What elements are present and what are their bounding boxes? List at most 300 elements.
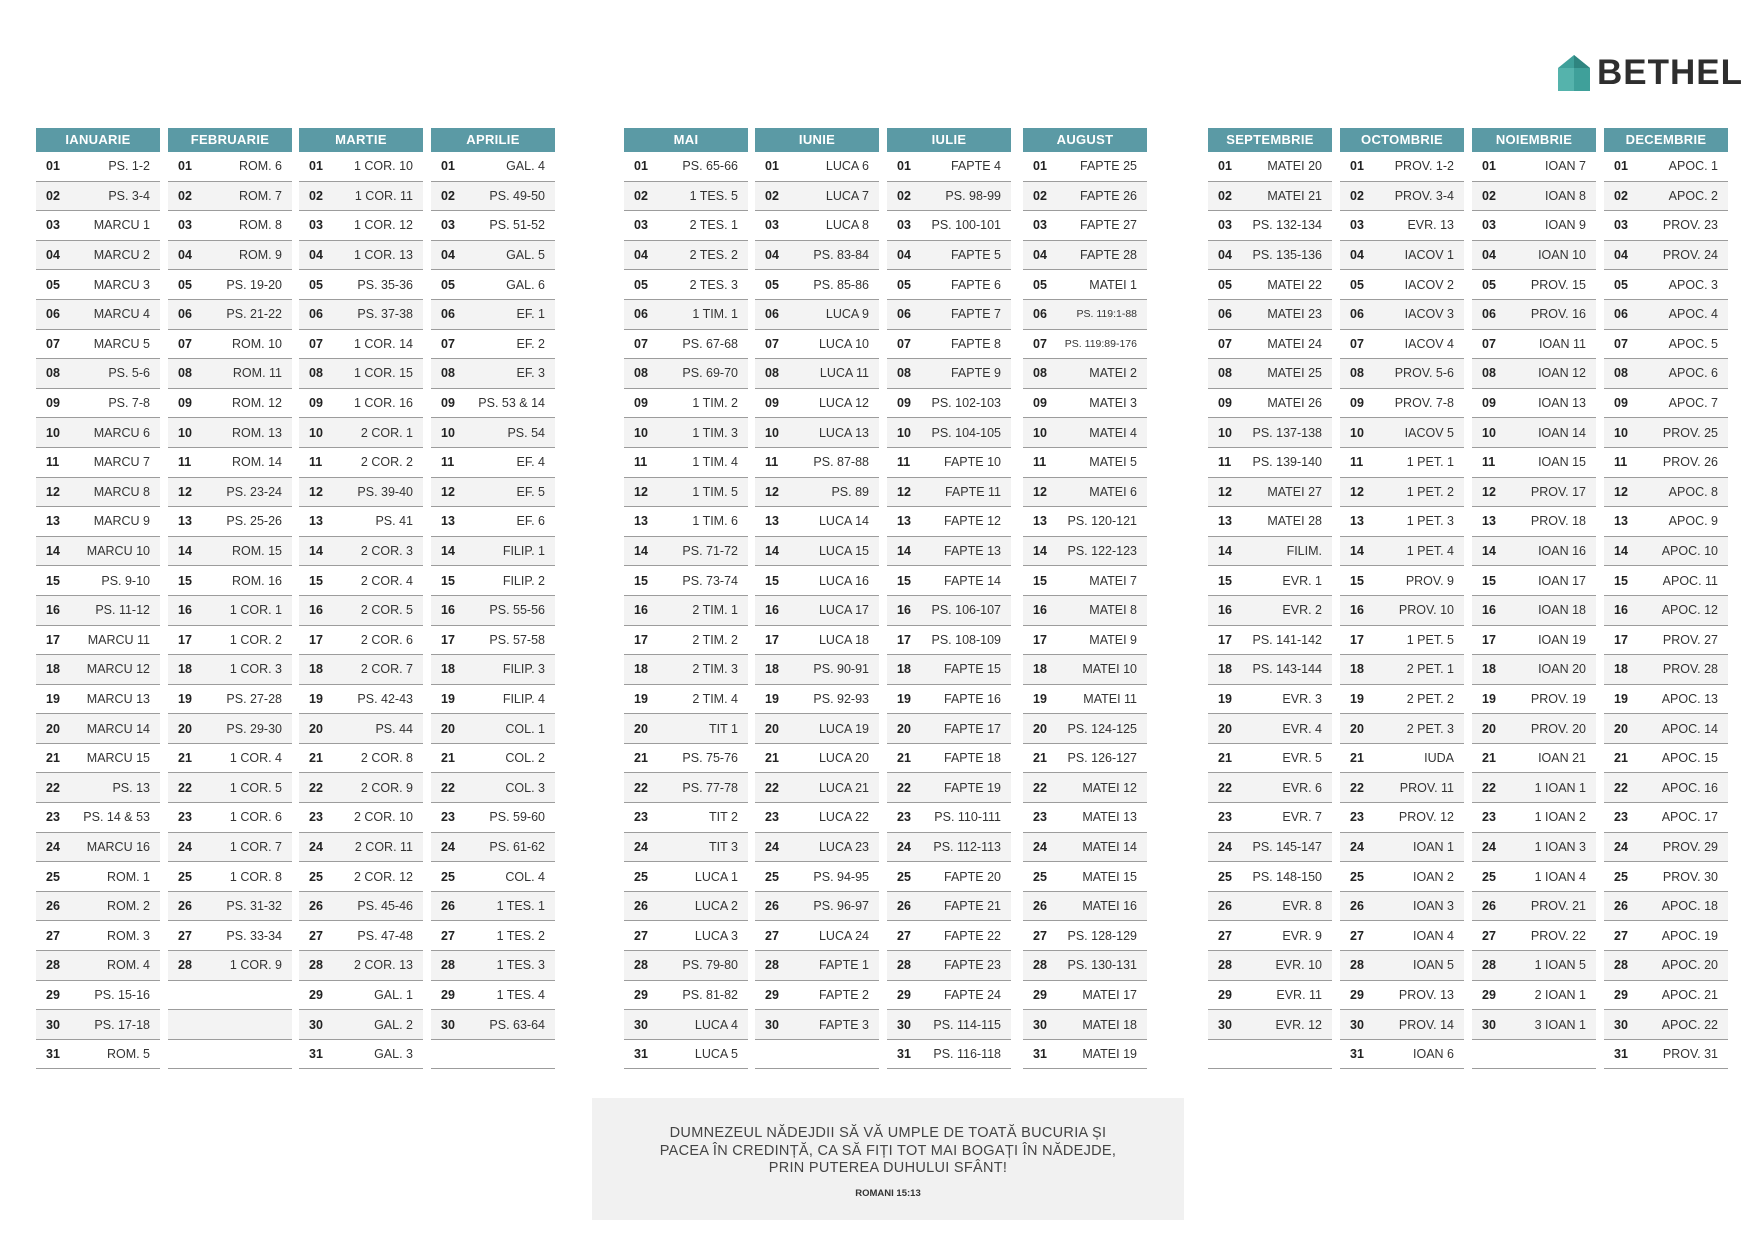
reading-reference: MATEI 7 bbox=[1089, 573, 1137, 588]
day-number: 15 bbox=[1614, 573, 1628, 588]
day-row bbox=[1340, 182, 1464, 212]
reading-reference: 1 COR. 3 bbox=[229, 662, 282, 677]
day-number: 03 bbox=[441, 218, 455, 233]
day-row bbox=[1472, 685, 1596, 715]
day-number: 05 bbox=[1482, 277, 1496, 292]
day-row bbox=[1340, 270, 1464, 300]
reading-reference: 2 COR. 12 bbox=[353, 869, 413, 884]
reading-reference: FAPTE 19 bbox=[944, 780, 1001, 795]
day-number: 27 bbox=[1614, 928, 1628, 943]
day-number: 05 bbox=[178, 277, 192, 292]
day-row bbox=[299, 182, 423, 212]
day-number: 13 bbox=[1033, 514, 1047, 529]
day-number: 04 bbox=[634, 248, 648, 263]
verse-box bbox=[592, 1098, 1184, 1220]
reading-reference: MARCU 10 bbox=[86, 544, 150, 559]
day-number: 13 bbox=[765, 514, 779, 529]
day-row bbox=[755, 448, 879, 478]
reading-reference: 2 COR. 10 bbox=[353, 810, 413, 825]
reading-reference: PS. 51-52 bbox=[489, 218, 545, 233]
day-row bbox=[36, 744, 160, 774]
day-row bbox=[431, 655, 555, 685]
reading-reference: PS. 27-28 bbox=[226, 691, 282, 706]
day-row bbox=[36, 596, 160, 626]
day-row bbox=[1023, 359, 1147, 389]
day-row bbox=[1604, 507, 1728, 537]
day-number: 30 bbox=[441, 1017, 455, 1032]
day-number: 21 bbox=[441, 751, 455, 766]
reading-reference: APOC. 21 bbox=[1661, 987, 1718, 1002]
day-row bbox=[36, 1040, 160, 1070]
day-number: 11 bbox=[46, 455, 60, 470]
reading-reference: MATEI 20 bbox=[1267, 159, 1322, 174]
reading-reference: ROM. 2 bbox=[106, 899, 150, 914]
reading-reference: PS. 31-32 bbox=[226, 899, 282, 914]
reading-reference: MATEI 11 bbox=[1083, 691, 1137, 706]
empty-day-row bbox=[431, 1040, 555, 1070]
day-row bbox=[887, 981, 1011, 1011]
day-number: 08 bbox=[309, 366, 323, 381]
day-row bbox=[1604, 685, 1728, 715]
reading-reference: PS. 141-142 bbox=[1252, 632, 1322, 647]
day-row bbox=[168, 596, 292, 626]
day-row bbox=[887, 389, 1011, 419]
reading-reference: MARCU 4 bbox=[93, 307, 150, 322]
day-number: 17 bbox=[634, 632, 648, 647]
day-row bbox=[299, 330, 423, 360]
reading-reference: APOC. 6 bbox=[1668, 366, 1718, 381]
day-number: 23 bbox=[1614, 810, 1628, 825]
day-number: 20 bbox=[46, 721, 60, 736]
day-number: 20 bbox=[178, 721, 192, 736]
reading-reference: PROV. 15 bbox=[1530, 277, 1586, 292]
day-number: 20 bbox=[897, 721, 911, 736]
reading-reference: IOAN 21 bbox=[1538, 751, 1586, 766]
reading-reference: IOAN 17 bbox=[1538, 573, 1586, 588]
day-number: 07 bbox=[46, 336, 60, 351]
day-number: 01 bbox=[1218, 159, 1232, 174]
day-row bbox=[299, 507, 423, 537]
reading-reference: PS. 106-107 bbox=[931, 603, 1001, 618]
day-number: 23 bbox=[634, 810, 648, 825]
reading-reference: PS. 41 bbox=[375, 514, 413, 529]
day-row bbox=[1604, 951, 1728, 981]
reading-reference: LUCA 16 bbox=[818, 573, 869, 588]
day-number: 03 bbox=[1350, 218, 1364, 233]
day-number: 08 bbox=[1614, 366, 1628, 381]
day-number: 14 bbox=[634, 544, 648, 559]
reading-reference: PS. 126-127 bbox=[1067, 751, 1137, 766]
day-row bbox=[431, 211, 555, 241]
day-row bbox=[1208, 655, 1332, 685]
day-row bbox=[887, 744, 1011, 774]
reading-reference: PS. 89 bbox=[831, 484, 869, 499]
day-number: 30 bbox=[1218, 1017, 1232, 1032]
reading-reference: FAPTE 15 bbox=[944, 662, 1001, 677]
day-row bbox=[1604, 803, 1728, 833]
day-row bbox=[431, 182, 555, 212]
day-number: 14 bbox=[1482, 544, 1496, 559]
day-number: 02 bbox=[46, 188, 60, 203]
day-row bbox=[1023, 1040, 1147, 1070]
day-row bbox=[1604, 566, 1728, 596]
day-row bbox=[1340, 389, 1464, 419]
reading-reference: PS. 17-18 bbox=[94, 1017, 150, 1032]
reading-reference: MATEI 23 bbox=[1267, 307, 1322, 322]
day-row bbox=[624, 981, 748, 1011]
day-row bbox=[36, 330, 160, 360]
day-row bbox=[36, 182, 160, 212]
day-row bbox=[36, 507, 160, 537]
reading-reference: PS. 73-74 bbox=[682, 573, 738, 588]
day-row bbox=[1472, 773, 1596, 803]
day-number: 22 bbox=[765, 780, 779, 795]
day-row bbox=[1472, 1010, 1596, 1040]
day-row bbox=[36, 862, 160, 892]
day-row bbox=[887, 951, 1011, 981]
empty-day-row bbox=[168, 981, 292, 1011]
day-row bbox=[1208, 566, 1332, 596]
day-number: 28 bbox=[765, 958, 779, 973]
reading-reference: PROV. 1-2 bbox=[1394, 159, 1454, 174]
reading-reference: 1 PET. 5 bbox=[1406, 632, 1454, 647]
reading-reference: 1 PET. 4 bbox=[1406, 544, 1454, 559]
reading-reference: PROV. 22 bbox=[1530, 928, 1586, 943]
day-row bbox=[1340, 744, 1464, 774]
day-number: 18 bbox=[1350, 662, 1364, 677]
day-row bbox=[1604, 1040, 1728, 1070]
empty-day-row bbox=[1208, 1040, 1332, 1070]
reading-reference: PROV. 20 bbox=[1530, 721, 1586, 736]
day-number: 19 bbox=[1482, 691, 1496, 706]
reading-reference: FAPTE 25 bbox=[1080, 159, 1137, 174]
day-number: 12 bbox=[46, 484, 60, 499]
reading-reference: APOC. 11 bbox=[1662, 573, 1718, 588]
day-number: 10 bbox=[1614, 425, 1628, 440]
day-row bbox=[36, 241, 160, 271]
reading-reference: 1 TES. 4 bbox=[496, 987, 545, 1002]
day-number: 26 bbox=[1350, 899, 1364, 914]
reading-reference: ROM. 8 bbox=[238, 218, 282, 233]
reading-reference: 1 COR. 10 bbox=[353, 159, 413, 174]
day-number: 05 bbox=[46, 277, 60, 292]
day-row bbox=[1208, 241, 1332, 271]
day-row bbox=[431, 921, 555, 951]
day-row bbox=[1340, 330, 1464, 360]
reading-reference: PS. 63-64 bbox=[489, 1017, 545, 1032]
day-number: 17 bbox=[1482, 632, 1496, 647]
day-row bbox=[299, 685, 423, 715]
day-row bbox=[1472, 655, 1596, 685]
day-row bbox=[299, 833, 423, 863]
reading-reference: FAPTE 7 bbox=[950, 307, 1001, 322]
reading-reference: PS. 11-12 bbox=[95, 603, 150, 618]
day-row bbox=[36, 389, 160, 419]
day-row bbox=[1604, 330, 1728, 360]
day-number: 06 bbox=[1350, 307, 1364, 322]
day-row bbox=[299, 655, 423, 685]
day-row bbox=[36, 626, 160, 656]
day-row bbox=[1340, 1040, 1464, 1070]
day-number: 22 bbox=[46, 780, 60, 795]
day-row bbox=[168, 478, 292, 508]
day-number: 01 bbox=[178, 159, 192, 174]
reading-reference: 1 COR. 5 bbox=[229, 780, 282, 795]
day-number: 30 bbox=[634, 1017, 648, 1032]
empty-day-row bbox=[168, 1040, 292, 1070]
day-number: 19 bbox=[309, 691, 323, 706]
reading-reference: GAL. 5 bbox=[506, 248, 545, 263]
day-number: 03 bbox=[634, 218, 648, 233]
day-row bbox=[1472, 981, 1596, 1011]
day-number: 30 bbox=[765, 1017, 779, 1032]
reading-reference: 2 PET. 3 bbox=[1406, 721, 1454, 736]
month-februarie bbox=[168, 128, 292, 1069]
day-row bbox=[299, 566, 423, 596]
day-number: 25 bbox=[1350, 869, 1364, 884]
day-row bbox=[1472, 626, 1596, 656]
day-number: 15 bbox=[634, 573, 648, 588]
day-number: 17 bbox=[897, 632, 911, 647]
day-row bbox=[887, 537, 1011, 567]
reading-reference: PS. 71-72 bbox=[682, 544, 738, 559]
reading-reference: PS. 13 bbox=[112, 780, 150, 795]
day-number: 09 bbox=[309, 396, 323, 411]
day-row bbox=[1208, 537, 1332, 567]
reading-reference: LUCA 12 bbox=[818, 396, 869, 411]
day-number: 20 bbox=[1350, 721, 1364, 736]
day-row bbox=[431, 270, 555, 300]
day-number: 26 bbox=[1033, 899, 1047, 914]
reading-reference: PS. 75-76 bbox=[682, 751, 738, 766]
day-row bbox=[36, 359, 160, 389]
reading-reference: MARCU 16 bbox=[86, 839, 150, 854]
day-row bbox=[431, 241, 555, 271]
day-row bbox=[1604, 833, 1728, 863]
empty-day-row bbox=[168, 1010, 292, 1040]
reading-reference: 1 COR. 12 bbox=[353, 218, 413, 233]
day-number: 20 bbox=[441, 721, 455, 736]
day-row bbox=[1208, 773, 1332, 803]
reading-reference: PS. 35-36 bbox=[357, 277, 413, 292]
reading-reference: MATEI 16 bbox=[1082, 899, 1137, 914]
reading-reference: PROV. 14 bbox=[1398, 1017, 1454, 1032]
day-number: 25 bbox=[897, 869, 911, 884]
day-number: 13 bbox=[1482, 514, 1496, 529]
reading-reference: PS. 33-34 bbox=[226, 928, 282, 943]
reading-reference: PS. 137-138 bbox=[1252, 425, 1322, 440]
reading-reference: PS. 139-140 bbox=[1252, 455, 1322, 470]
day-row bbox=[1023, 921, 1147, 951]
day-number: 29 bbox=[634, 987, 648, 1002]
day-row bbox=[1604, 862, 1728, 892]
day-number: 17 bbox=[765, 632, 779, 647]
reading-reference: MARCU 5 bbox=[93, 336, 150, 351]
reading-reference: PS. 114-115 bbox=[933, 1017, 1001, 1032]
day-row bbox=[1604, 1010, 1728, 1040]
month-header: MARTIE bbox=[299, 128, 423, 152]
reading-reference: ROM. 3 bbox=[106, 928, 150, 943]
reading-reference: MATEI 4 bbox=[1089, 425, 1137, 440]
day-row bbox=[1604, 892, 1728, 922]
reading-reference: LUCA 20 bbox=[818, 751, 869, 766]
day-number: 04 bbox=[1350, 248, 1364, 263]
reading-reference: PROV. 11 bbox=[1399, 780, 1454, 795]
day-row bbox=[1604, 478, 1728, 508]
day-row bbox=[1472, 921, 1596, 951]
reading-reference: IOAN 10 bbox=[1538, 248, 1586, 263]
day-number: 06 bbox=[897, 307, 911, 322]
day-row bbox=[755, 211, 879, 241]
day-number: 11 bbox=[309, 455, 323, 470]
day-number: 11 bbox=[634, 455, 648, 470]
day-number: 24 bbox=[441, 839, 455, 854]
day-number: 04 bbox=[441, 248, 455, 263]
day-number: 26 bbox=[46, 899, 60, 914]
reading-reference: APOC. 5 bbox=[1668, 336, 1718, 351]
day-number: 30 bbox=[897, 1017, 911, 1032]
day-number: 11 bbox=[1350, 455, 1364, 470]
day-number: 06 bbox=[178, 307, 192, 322]
day-number: 05 bbox=[897, 277, 911, 292]
reading-reference: FAPTE 27 bbox=[1080, 218, 1137, 233]
reading-reference: APOC. 20 bbox=[1661, 958, 1718, 973]
month-septembrie bbox=[1208, 128, 1332, 1069]
reading-reference: APOC. 9 bbox=[1668, 514, 1718, 529]
day-row bbox=[755, 1010, 879, 1040]
day-number: 05 bbox=[1218, 277, 1232, 292]
reading-reference: LUCA 10 bbox=[818, 336, 869, 351]
day-row bbox=[36, 803, 160, 833]
day-row bbox=[1208, 685, 1332, 715]
day-row bbox=[1023, 152, 1147, 182]
reading-reference: 2 COR. 8 bbox=[360, 751, 413, 766]
day-number: 11 bbox=[1614, 455, 1628, 470]
day-row bbox=[887, 359, 1011, 389]
day-row bbox=[36, 921, 160, 951]
reading-reference: IOAN 20 bbox=[1538, 662, 1586, 677]
day-number: 23 bbox=[46, 810, 60, 825]
day-number: 04 bbox=[1482, 248, 1496, 263]
month-header: FEBRUARIE bbox=[168, 128, 292, 152]
day-row bbox=[168, 744, 292, 774]
reading-reference: 2 PET. 2 bbox=[1406, 691, 1454, 706]
day-row bbox=[755, 714, 879, 744]
reading-reference: PROV. 10 bbox=[1398, 603, 1454, 618]
day-row bbox=[1208, 389, 1332, 419]
day-number: 23 bbox=[1482, 810, 1496, 825]
day-row bbox=[299, 152, 423, 182]
day-number: 12 bbox=[1350, 484, 1364, 499]
reading-reference: LUCA 7 bbox=[825, 188, 869, 203]
day-number: 11 bbox=[897, 455, 911, 470]
reading-reference: MATEI 27 bbox=[1267, 484, 1322, 499]
day-number: 23 bbox=[1033, 810, 1047, 825]
reading-reference: 1 TIM. 6 bbox=[692, 514, 738, 529]
reading-reference: EF. 5 bbox=[516, 484, 545, 499]
day-number: 18 bbox=[309, 662, 323, 677]
reading-reference: 2 TES. 2 bbox=[689, 248, 738, 263]
day-row bbox=[299, 773, 423, 803]
reading-reference: PROV. 17 bbox=[1530, 484, 1586, 499]
day-row bbox=[431, 773, 555, 803]
day-number: 31 bbox=[1614, 1047, 1628, 1062]
day-number: 28 bbox=[309, 958, 323, 973]
month-aprilie bbox=[431, 128, 555, 1069]
day-number: 17 bbox=[1033, 632, 1047, 647]
day-number: 18 bbox=[634, 662, 648, 677]
reading-reference: PS. 90-91 bbox=[813, 662, 869, 677]
reading-reference: 2 COR. 11 bbox=[354, 839, 413, 854]
day-row bbox=[1340, 566, 1464, 596]
reading-reference: APOC. 8 bbox=[1668, 484, 1718, 499]
day-row bbox=[624, 537, 748, 567]
month-noiembrie bbox=[1472, 128, 1596, 1069]
day-row bbox=[755, 951, 879, 981]
day-number: 03 bbox=[309, 218, 323, 233]
day-row bbox=[1340, 714, 1464, 744]
day-row bbox=[431, 478, 555, 508]
reading-reference: IOAN 2 bbox=[1413, 869, 1454, 884]
day-row bbox=[887, 596, 1011, 626]
day-number: 02 bbox=[309, 188, 323, 203]
reading-reference: 1 COR. 7 bbox=[229, 839, 282, 854]
day-number: 10 bbox=[1218, 425, 1232, 440]
day-row bbox=[887, 330, 1011, 360]
reading-reference: MATEI 26 bbox=[1267, 396, 1322, 411]
day-row bbox=[168, 300, 292, 330]
day-row bbox=[624, 773, 748, 803]
day-row bbox=[624, 507, 748, 537]
day-row bbox=[1023, 773, 1147, 803]
day-number: 25 bbox=[1614, 869, 1628, 884]
reading-reference: TIT 1 bbox=[709, 721, 738, 736]
day-number: 29 bbox=[1482, 987, 1496, 1002]
day-number: 04 bbox=[178, 248, 192, 263]
reading-reference: EF. 1 bbox=[516, 307, 545, 322]
reading-reference: PS. 45-46 bbox=[357, 899, 413, 914]
reading-reference: PS. 145-147 bbox=[1252, 839, 1322, 854]
day-row bbox=[431, 537, 555, 567]
day-number: 08 bbox=[634, 366, 648, 381]
reading-reference: PS. 59-60 bbox=[489, 810, 545, 825]
day-number: 12 bbox=[178, 484, 192, 499]
reading-reference: PS. 77-78 bbox=[682, 780, 738, 795]
reading-reference: 1 PET. 3 bbox=[1406, 514, 1454, 529]
day-row bbox=[168, 507, 292, 537]
reading-reference: PS. 143-144 bbox=[1252, 662, 1322, 677]
day-row bbox=[1023, 951, 1147, 981]
day-row bbox=[1208, 862, 1332, 892]
day-row bbox=[1023, 655, 1147, 685]
day-number: 02 bbox=[1482, 188, 1496, 203]
day-number: 22 bbox=[1218, 780, 1232, 795]
day-row bbox=[624, 951, 748, 981]
reading-reference: EVR. 9 bbox=[1282, 928, 1322, 943]
reading-reference: GAL. 2 bbox=[374, 1017, 413, 1032]
day-number: 28 bbox=[178, 958, 192, 973]
day-row bbox=[1340, 862, 1464, 892]
day-row bbox=[624, 152, 748, 182]
day-number: 03 bbox=[897, 218, 911, 233]
day-number: 16 bbox=[1482, 603, 1496, 618]
reading-reference: PROV. 25 bbox=[1662, 425, 1718, 440]
reading-reference: 2 TIM. 4 bbox=[692, 691, 738, 706]
day-row bbox=[1023, 300, 1147, 330]
reading-reference: PROV. 28 bbox=[1662, 662, 1718, 677]
day-row bbox=[1023, 330, 1147, 360]
reading-reference: IOAN 11 bbox=[1538, 336, 1586, 351]
